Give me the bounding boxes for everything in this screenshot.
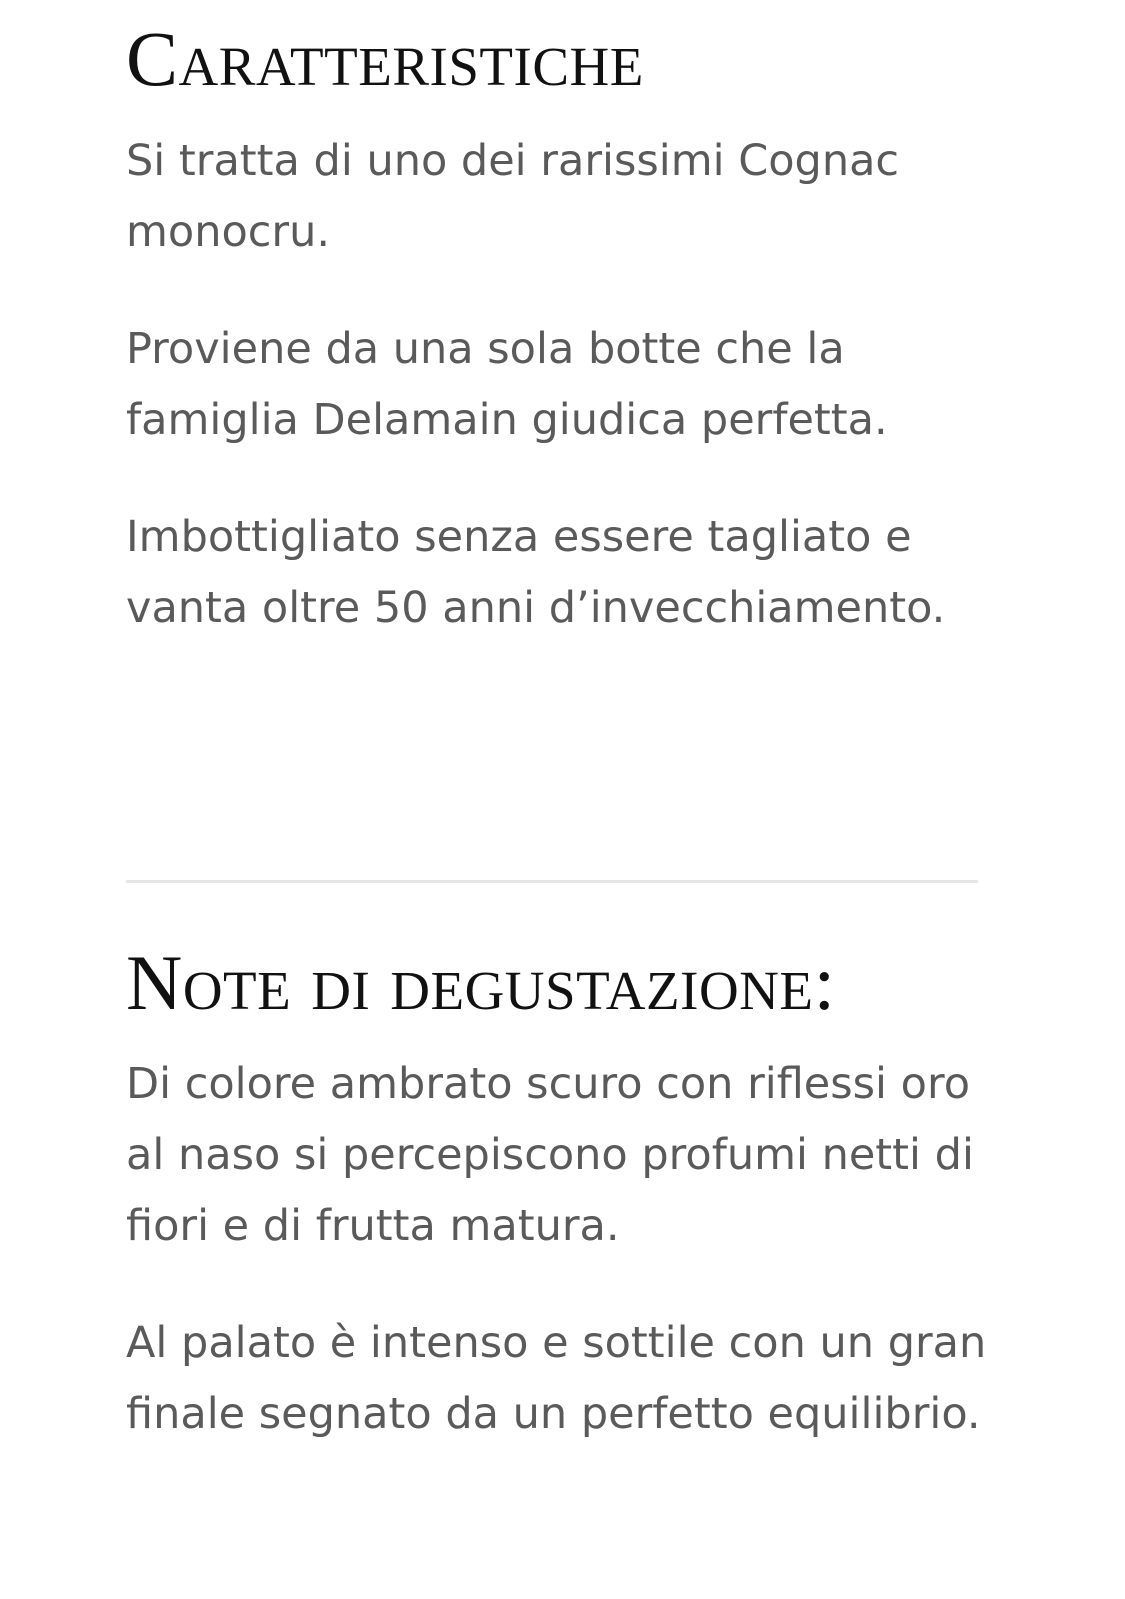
paragraph-botte: Proviene da una sola botte che la famiglia Delamain giudica perfetta.: [126, 324, 888, 445]
paragraph-colore: Di colore ambrato scuro con riflessi oro al naso si percepiscono profumi netti di fiori e di frutta matura.: [126, 1059, 974, 1251]
section-heading-caratteristiche: Caratteristiche: [126, 15, 644, 102]
paragraph-invecchiamento: Imbottigliato senza essere tagliato e vanta oltre 50 anni d’invecchiamento.: [126, 512, 946, 633]
section-divider: [126, 880, 978, 883]
section-heading-note-degustazione: Note di degustazione:: [126, 939, 836, 1026]
paragraph-monocru: Si tratta di uno dei rarissimi Cognac monocru.: [126, 136, 900, 257]
paragraph-palato: Al palato è intenso e sottile con un gran finale segnato da un perfetto equilibrio.: [126, 1318, 987, 1439]
